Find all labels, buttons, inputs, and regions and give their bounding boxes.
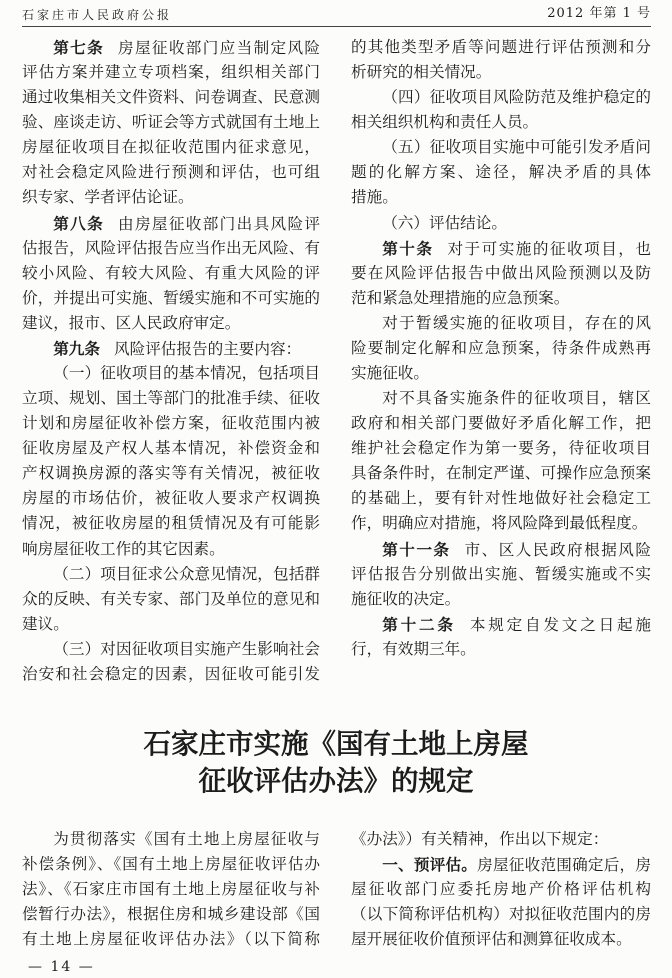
text-line	[22, 135, 320, 160]
document-title-line: 征收评估办法》的规定	[198, 765, 474, 797]
line-text: 析研究的相关情况。	[351, 63, 492, 82]
article-number: 第七条	[53, 38, 105, 57]
line-text: 较小风险、有较大风险、有重大风险的评	[22, 263, 320, 282]
line-text: 有土地上房屋征收评估办法》（以下简称	[22, 930, 320, 949]
text-line	[351, 311, 651, 336]
text-line	[22, 85, 320, 110]
text-line	[22, 537, 320, 562]
text-line	[22, 662, 320, 687]
text-line	[22, 461, 320, 486]
paragraph	[22, 827, 320, 952]
paragraph	[351, 135, 651, 210]
line-text: 评估报告分别做出实施、暂缓实施或不实	[351, 564, 651, 583]
line-text: 对于暂缓实施的征收项目，存在的风	[382, 313, 651, 332]
article-number: 第十一条	[382, 539, 451, 559]
paragraph	[351, 852, 651, 952]
text-line	[22, 160, 320, 185]
paragraph	[351, 85, 651, 135]
line-text: 房屋征收项目在拟征收范围内征求意见，	[22, 138, 320, 157]
line-text: 情况，被征收房屋的租赁情况及有可能影	[22, 514, 320, 533]
text-line	[351, 902, 651, 927]
text-line	[351, 486, 651, 511]
text-line	[351, 135, 651, 160]
line-text: 相关组织机构和责任人员。	[351, 113, 539, 132]
text-line	[22, 236, 320, 261]
line-text: 具备条件时，在制定严谨、可操作应急预案	[351, 464, 651, 483]
text-line	[22, 486, 320, 511]
line-text: 市、区人民政府根据风险	[464, 540, 651, 559]
line-text: 对于可实施的征收项目，也	[447, 239, 651, 258]
text-line	[22, 511, 320, 536]
text-line	[22, 361, 320, 386]
line-text: 本规定自发文之日起施	[469, 615, 651, 634]
paragraph	[351, 386, 651, 536]
paragraph	[22, 35, 320, 211]
line-text: 为贯彻落实《国有土地上房屋征收与	[53, 830, 320, 848]
line-text: 产权调换房源的落实等有关情况，被征收	[22, 464, 320, 483]
text-line	[22, 637, 320, 662]
issue-number: 2012 年第 1 号	[547, 6, 651, 21]
line-text: 风险评估报告的主要内容：	[114, 339, 302, 358]
paragraph	[351, 537, 651, 612]
line-text: （二）项目征求公众意见情况，包括群	[53, 564, 320, 583]
line-text: 政府和相关部门要做好矛盾化解工作，把	[351, 414, 651, 433]
text-line	[351, 386, 651, 411]
line-text: （一）征收项目的基本情况，包括项目	[53, 364, 320, 383]
text-line	[22, 877, 320, 902]
lower-right-column	[351, 827, 651, 952]
line-text: 众的反映、有关专家、部门及单位的意见和	[22, 589, 320, 608]
line-text: 估报告，风险评估报告应当作出无风险、有	[22, 238, 320, 257]
upper-right-column	[351, 35, 651, 662]
text-line	[22, 110, 320, 135]
line-text: 由房屋征收部门出具风险评	[118, 214, 320, 233]
text-line	[351, 562, 651, 587]
gazette-header	[22, 5, 651, 27]
article-number: 一、预评估。	[382, 855, 478, 875]
paragraph	[22, 361, 320, 562]
text-line	[351, 587, 651, 612]
line-text: 立项、规划、国土等部门的批准手续、征收	[22, 389, 320, 408]
line-text: 计划和房屋征收补偿方案，征收范围内被	[22, 414, 320, 433]
line-text: 治安和社会稳定的因素，因征收可能引发	[22, 664, 320, 683]
text-line	[22, 436, 320, 461]
paragraph	[351, 236, 651, 311]
line-text: 要在风险评估报告中做出风险预测以及防	[351, 263, 651, 282]
text-line	[22, 902, 320, 927]
line-text: 维护社会稳定作为第一要务，待征收项目	[351, 439, 651, 458]
line-text: 实施征收。	[351, 364, 429, 383]
article-number: 第九条	[53, 338, 100, 358]
text-line	[351, 85, 651, 110]
text-line	[351, 60, 651, 85]
paragraph	[22, 336, 320, 361]
line-text: 建议。	[22, 614, 69, 633]
line-text: 题的化解方案、途径，解决矛盾的具体	[351, 163, 651, 182]
text-line	[22, 60, 320, 85]
text-line	[22, 35, 320, 60]
text-line	[22, 827, 320, 852]
paragraph	[351, 211, 651, 236]
line-text: 征收房屋及产权人基本情况，补偿资金和	[22, 439, 320, 458]
text-line	[351, 211, 651, 236]
text-line	[351, 612, 651, 637]
page-number: — 14 —	[28, 959, 95, 975]
text-line	[22, 612, 320, 637]
line-text: 补偿条例》、《国有土地上房屋征收评估办	[22, 855, 320, 874]
line-text: 的基础上，要有针对性地做好社会稳定工	[351, 489, 651, 508]
text-line	[351, 877, 651, 902]
line-text: 屋征收部门应委托房地产价格评估机构	[351, 880, 651, 899]
paragraph	[22, 637, 320, 687]
text-line	[22, 411, 320, 436]
line-text: （三）对因征收项目实施产生影响社会	[53, 639, 320, 658]
text-line	[351, 927, 651, 952]
article-number: 第八条	[53, 213, 105, 233]
text-line	[351, 511, 651, 536]
text-line	[22, 261, 320, 286]
text-line	[22, 852, 320, 877]
text-line	[351, 537, 651, 562]
text-line	[351, 361, 651, 386]
text-line	[351, 827, 651, 852]
text-line	[351, 261, 651, 286]
line-text: 屋开展征收价值预评估和测算征收成本。	[351, 930, 632, 949]
paragraph	[351, 311, 651, 386]
text-line	[22, 311, 320, 336]
line-text: 织专家、学者评估论证。	[22, 188, 194, 207]
line-text: 价，并提出可实施、暂缓实施和不可实施的	[22, 288, 320, 307]
line-text: 施征收的决定。	[351, 589, 461, 608]
line-text: 偿暂行办法》，根据住房和城乡建设部《国	[22, 905, 320, 924]
article-number: 第十条	[382, 238, 434, 258]
line-text: 房屋的市场估价，被征收人要求产权调换	[22, 489, 320, 508]
gazette-name: 石家庄市人民政府公报	[22, 8, 173, 22]
line-text: 通过收集相关文件资料、问卷调查、民意测	[22, 88, 320, 107]
line-text: 建议，报市、区人民政府审定。	[22, 313, 241, 332]
text-line	[351, 637, 651, 662]
line-text: 房屋征收部门应当制定风险	[118, 39, 320, 57]
text-line	[351, 436, 651, 461]
line-text: 验、座谈走访、听证会等方式就国有土地上	[22, 113, 320, 132]
document-title	[0, 726, 672, 800]
text-line	[351, 411, 651, 436]
paragraph	[22, 211, 320, 336]
line-text: 对不具备实施条件的征收项目，辖区	[382, 389, 651, 408]
line-text: 范和紧急处理措施的应急预案。	[351, 288, 570, 307]
line-text: （五）征收项目实施中可能引发矛盾问	[382, 138, 651, 157]
text-line	[22, 587, 320, 612]
text-line	[351, 35, 651, 60]
continued-paragraph	[351, 35, 651, 85]
line-text: 《办法》）有关精神，作出以下规定：	[351, 830, 609, 848]
text-line	[351, 286, 651, 311]
line-text: 对社会稳定风险进行预测和评估，也可组	[22, 163, 320, 182]
text-line	[351, 160, 651, 185]
text-line	[22, 185, 320, 210]
text-line	[22, 386, 320, 411]
line-text: 法》、《石家庄市国有土地上房屋征收与补	[22, 880, 320, 899]
line-text: （六）评估结论。	[382, 213, 507, 232]
article-number: 第十二条	[382, 614, 456, 634]
text-line	[351, 336, 651, 361]
text-line	[351, 236, 651, 261]
line-text: 评估方案并建立专项档案，组织相关部门	[22, 63, 320, 82]
upper-left-column	[22, 35, 320, 687]
paragraph	[351, 612, 651, 662]
text-line	[22, 336, 320, 361]
text-line	[351, 852, 651, 877]
line-text: 险要制定化解和应急预案，待条件成熟再	[351, 338, 651, 357]
paragraph	[22, 562, 320, 637]
lower-left-column	[22, 827, 320, 952]
text-line	[22, 211, 320, 236]
line-text: 响房屋征收工作的其它因素。	[22, 539, 225, 558]
text-line	[22, 927, 320, 952]
continued-paragraph	[351, 827, 651, 852]
document-title-line: 石家庄市实施《国有土地上房屋	[143, 728, 529, 760]
line-text: （四）征收项目风险防范及维护稳定的	[382, 88, 651, 107]
line-text: 措施。	[351, 188, 398, 207]
line-text: 行，有效期三年。	[351, 639, 476, 658]
text-line	[22, 286, 320, 311]
text-line	[351, 185, 651, 210]
line-text: 作，明确应对措施，将风险降到最低程度。	[351, 514, 648, 533]
text-line	[22, 562, 320, 587]
text-line	[351, 461, 651, 486]
text-line	[351, 110, 651, 135]
line-text: 的其他类型矛盾等问题进行评估预测和分	[351, 38, 651, 56]
line-text: 房屋征收范围确定后，房	[477, 856, 651, 875]
line-text: （以下简称评估机构）对拟征收范围内的房	[351, 905, 651, 924]
